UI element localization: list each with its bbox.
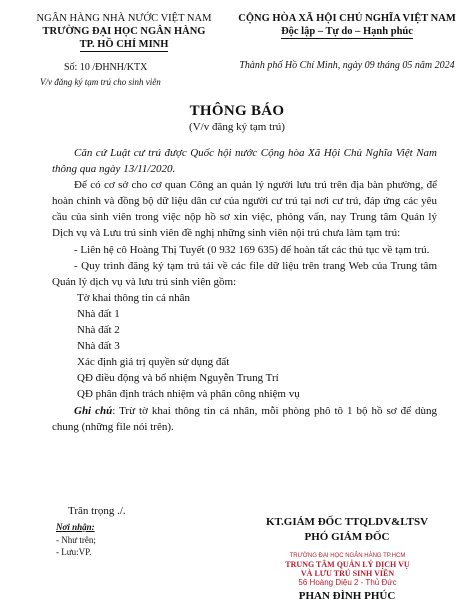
list-item: Tờ khai thông tin cá nhân bbox=[77, 291, 191, 304]
signer-name: PHAN ĐÌNH PHÚC bbox=[298, 590, 396, 602]
nation-motto: Độc lập – Tự do – Hạnh phúc bbox=[281, 26, 413, 37]
issuing-org-header bbox=[24, 12, 224, 52]
contact-paragraph: - Liên hệ cô Hoàng Thị Tuyết (0 932 169 635) để hoàn tất các thủ tục về tạm trú. bbox=[74, 243, 430, 256]
national-header bbox=[232, 12, 462, 39]
stamp-line-2: TRUNG TÂM QUẢN LÝ DỊCH VỤ bbox=[285, 560, 410, 569]
signature-block bbox=[232, 515, 462, 545]
closing-greeting: Trân trọng ./. bbox=[68, 505, 126, 517]
stamp-line-4: 56 Hoàng Diệu 2 - Thủ Đức bbox=[298, 578, 397, 587]
list-item: Xác định giá trị quyền sử dụng đất bbox=[77, 356, 230, 369]
page-subtitle: (V/v đăng ký tạm trú) bbox=[189, 121, 285, 133]
list-item: Nhà đất 1 bbox=[77, 307, 120, 320]
document-number: Số: 10 /ĐHNH/KTX bbox=[64, 62, 148, 73]
official-stamp bbox=[275, 553, 420, 587]
recipients-block bbox=[56, 521, 96, 559]
document-subject: V/v đăng ký tạm trú cho sinh viên bbox=[40, 77, 161, 87]
recipients-label: Nơi nhận: bbox=[56, 522, 95, 532]
org-line-3: TP. HỒ CHÍ MINH bbox=[79, 39, 169, 50]
signer-title: PHÓ GIÁM ĐỐC bbox=[304, 531, 390, 543]
note-label: Ghi chú bbox=[74, 404, 113, 417]
recipient-item: - Lưu:VP. bbox=[56, 547, 92, 557]
stamp-line-1: TRƯỜNG ĐẠI HỌC NGÂN HÀNG TP.HCM bbox=[289, 553, 406, 559]
notice-body bbox=[52, 145, 437, 435]
attachment-list bbox=[52, 290, 437, 403]
stamp-line-3: VÀ LƯU TRÚ SINH VIÊN bbox=[300, 569, 395, 578]
list-item: QĐ phân định trách nhiệm và phân công nhiệm vụ bbox=[77, 388, 300, 401]
list-item: Nhà đất 2 bbox=[77, 324, 120, 337]
note-text: : Trừ tờ khai thông tin cá nhân, mỗi phòng phô tô 1 bộ hồ sơ để dùng chung (những file nói trên). bbox=[52, 404, 437, 433]
legal-basis-paragraph: Căn cứ Luật cư trú được Quốc hội nước Cộng hòa Xã Hội Chủ Nghĩa Việt Nam thông qua ngày 13/11/2020. bbox=[52, 147, 437, 176]
list-item: Nhà đất 3 bbox=[77, 340, 120, 353]
procedure-paragraph: - Quy trình đăng ký tạm trú tải về các file dữ liệu trên trang Web của Trung tâm Quản lý dịch vụ và lưu trú sinh viên gồm: bbox=[52, 259, 437, 288]
page-title: THÔNG BÁO bbox=[189, 103, 285, 119]
list-item: QĐ điều động và bổ nhiệm Nguyễn Trung Trí bbox=[77, 372, 279, 385]
purpose-paragraph: Để có cơ sở cho cơ quan Công an quản lý người lưu trú trên địa bàn phường, để hoàn chỉnh và đồng bộ dữ liệu dân cư của người cư trú tại nơi cư trú, đáp ứng các yêu cầu của sinh viên trong việc nộp hồ sơ xin việc, phỏng vấn, nay Trung tâm Quản lý Dịch vụ và Lưu trú sinh viên đề nghị những sinh viên nội trú chưa làm tạm trú: bbox=[52, 179, 437, 240]
note-paragraph bbox=[52, 403, 437, 435]
recipient-item: - Như trên; bbox=[56, 534, 96, 545]
org-line-2: TRƯỜNG ĐẠI HỌC NGÂN HÀNG bbox=[42, 26, 206, 37]
org-line-1: NGÂN HÀNG NHÀ NƯỚC VIỆT NAM bbox=[36, 13, 212, 24]
document-date: Thành phố Hồ Chí Minh, ngày 09 tháng 05 năm 2024 bbox=[239, 60, 455, 71]
nation-line-1: CỘNG HÒA XÃ HỘI CHỦ NGHĨA VIỆT NAM bbox=[238, 13, 456, 24]
signer-authority: KT.GIÁM ĐỐC TTQLDV&LTSV bbox=[265, 516, 429, 528]
